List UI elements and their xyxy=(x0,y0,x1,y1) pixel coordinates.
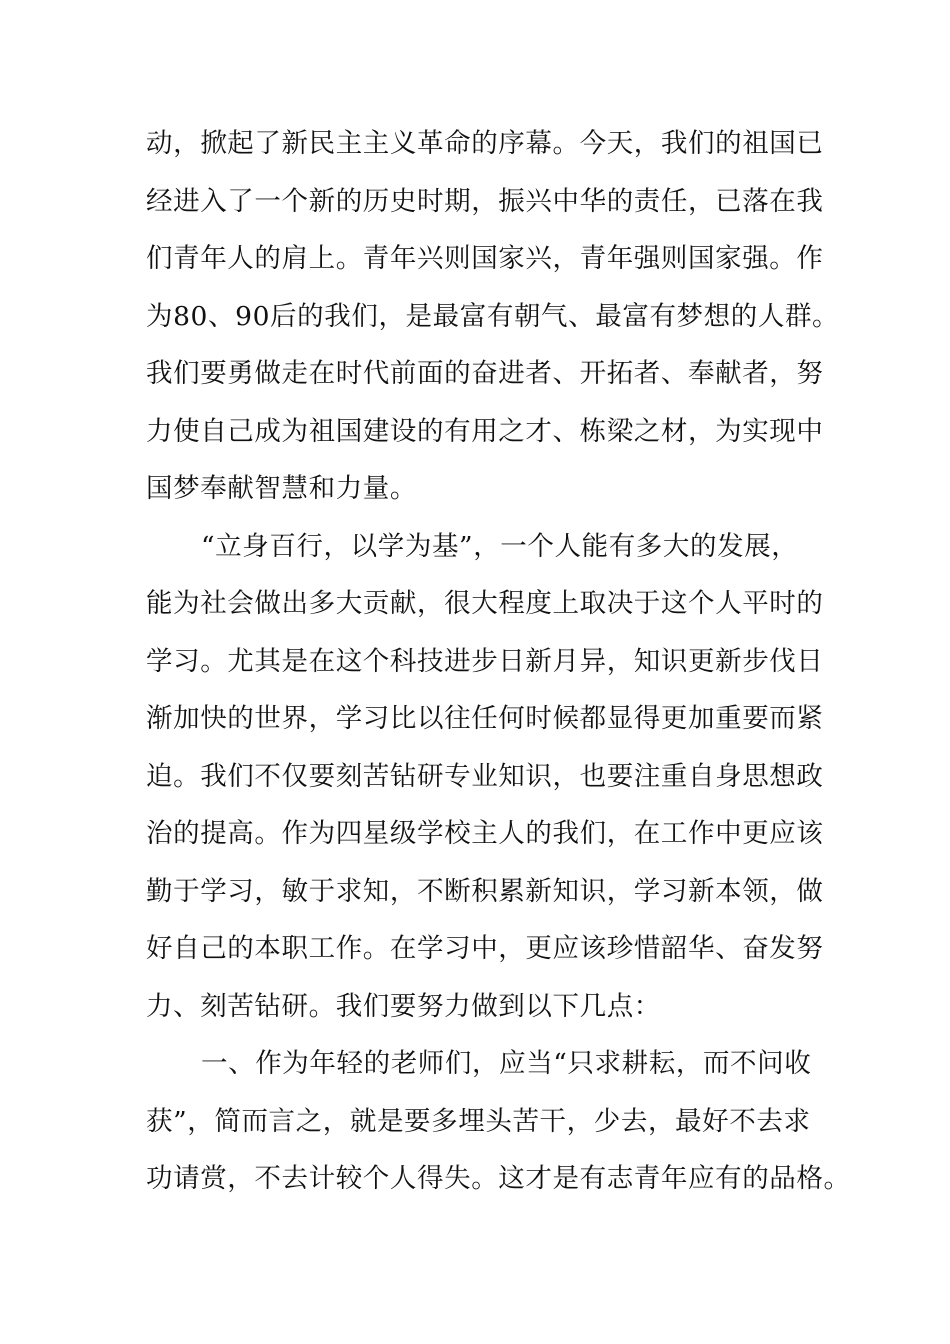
text-line: 学习。尤其是在这个科技进步日新月异，知识更新步伐日 xyxy=(146,645,824,677)
text-line: 渐加快的世界，学习比以往任何时候都显得更加重要而紧 xyxy=(146,703,824,734)
text-line: 我们要勇做走在时代前面的奋进者、开拓者、奉献者，努 xyxy=(146,358,824,389)
text-line: 国梦奉献智慧和力量。 xyxy=(146,473,417,504)
text-line: 能为社会做出多大贡献，很大程度上取决于这个人平时的 xyxy=(146,588,824,619)
paragraph-3 xyxy=(146,1035,851,1208)
text-line: 获”，简而言之，就是要多埋头苦干，少去，最好不去求 xyxy=(146,1105,811,1137)
text-line: 们青年人的肩上。青年兴则国家兴，青年强则国家强。作 xyxy=(146,243,824,274)
text-line-indented: 一、作为年轻的老师们，应当“只求耕耘，而不问收 xyxy=(201,1048,812,1079)
text-line: 治的提高。作为四星级学校主人的我们，在工作中更应该 xyxy=(146,818,824,849)
text-line: 好自己的本职工作。在学习中，更应该珍惜韶华、奋发努 xyxy=(146,933,824,964)
paragraph-1 xyxy=(146,115,840,518)
paragraph-2 xyxy=(146,518,824,1036)
document-body xyxy=(146,115,851,1208)
text-line: 为80、90后的我们，是最富有朝气、最富有梦想的人群。 xyxy=(146,300,840,332)
text-line: 动，掀起了新民主主义革命的序幕。今天，我们的祖国已 xyxy=(146,128,824,159)
text-line: 经进入了一个新的历史时期，振兴中华的责任，已落在我 xyxy=(146,185,824,217)
text-line: 勤于学习，敏于求知，不断积累新知识，学习新本领，做 xyxy=(146,875,824,907)
text-line: 力使自己成为祖国建设的有用之才、栋梁之材，为实现中 xyxy=(146,415,824,447)
text-line: 力、刻苦钻研。我们要努力做到以下几点： xyxy=(146,990,661,1022)
text-line: 迫。我们不仅要刻苦钻研专业知识，也要注重自身思想政 xyxy=(146,760,824,792)
text-line: 功请赏，不去计较个人得失。这才是有志青年应有的品格。 xyxy=(146,1163,851,1194)
text-line-indented: “立身百行，以学为基”，一个人能有多大的发展， xyxy=(201,530,799,562)
